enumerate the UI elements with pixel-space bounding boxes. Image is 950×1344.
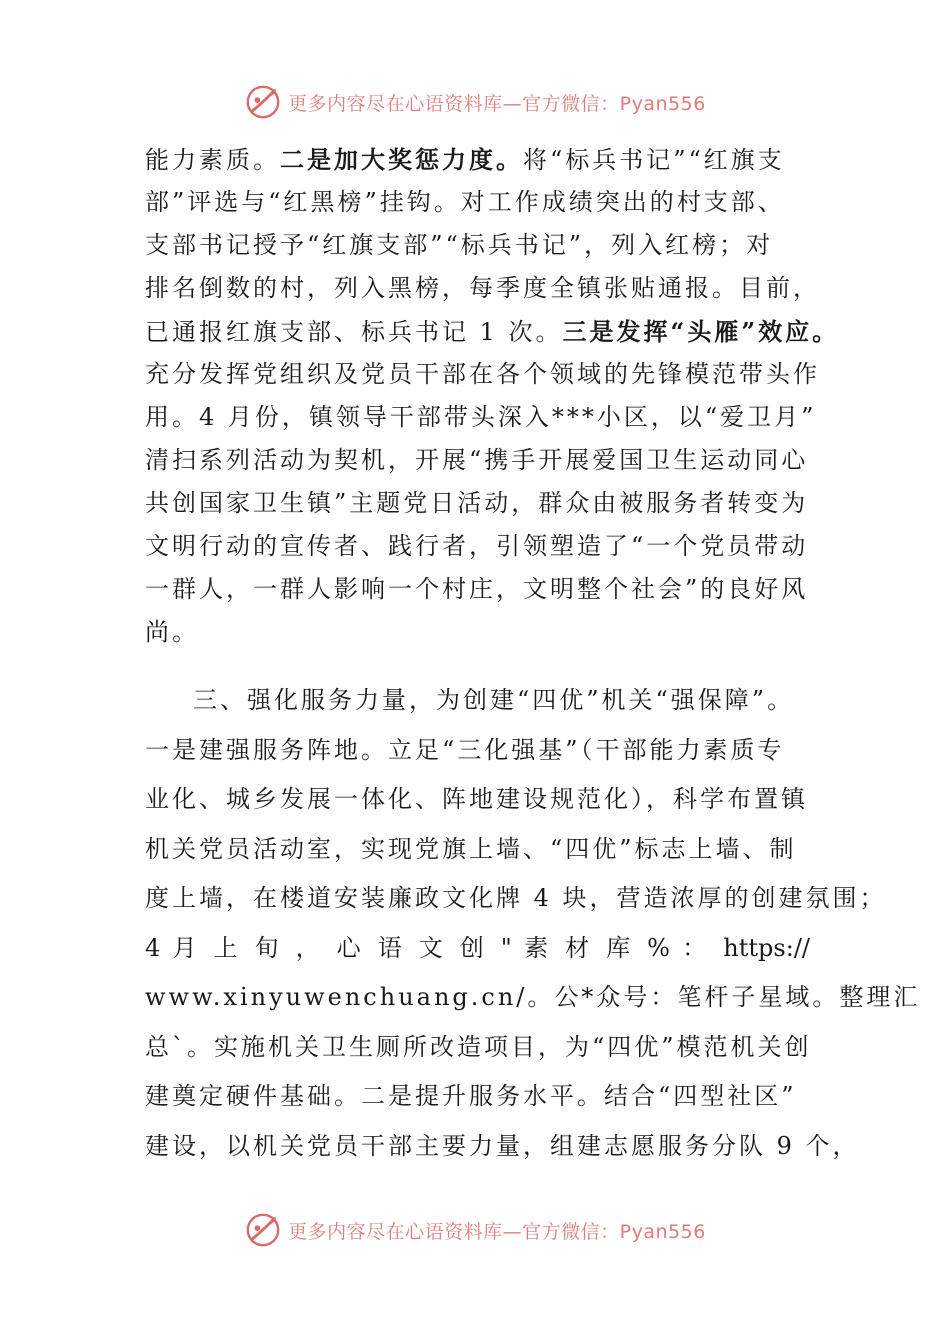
text-line xyxy=(145,310,840,353)
text-line: 机关党员活动室，实现党旗上墙、“四优”标志上墙、制 xyxy=(145,834,797,863)
text-run: 部”评选与“红黑榜”挂钩。对工作成绩突出的村支部、 xyxy=(145,188,785,216)
text-line: 度上墙，在楼道安装廉政文化牌 4 块，营造浓厚的创建氛围； xyxy=(145,884,887,912)
text-run: 尚。 xyxy=(145,618,199,646)
pen-logo-icon xyxy=(244,83,282,121)
text-run: 充分发挥党组织及党员干部在各个领域的先锋模范带头作 xyxy=(145,360,820,388)
text-run: 一群人，一群人影响一个村庄，文明整个社会”的良好风 xyxy=(145,575,809,603)
text-line xyxy=(145,396,817,439)
bold-text-run: 二是加大奖惩力度。 xyxy=(280,145,523,174)
text-run: 支部书记授予“红旗支部”“标兵书记”，列入红榜；对 xyxy=(145,231,774,259)
text-run: 用。4 月份，镇领导干部带头深入***小区，以“爱卫月” xyxy=(145,403,817,431)
watermark-text: 更多内容尽在心语资料库—官方微信：Pyan556 xyxy=(288,1220,706,1243)
text-line: 三、强化服务力量，为创建“四优”机关“强保障”。 xyxy=(193,686,795,714)
text-line xyxy=(145,267,820,310)
text-run: 已通报红旗支部、标兵书记 1 次。 xyxy=(145,318,563,346)
footer-watermark xyxy=(0,1208,950,1252)
watermark-text: 更多内容尽在心语资料库—官方微信：Pyan556 xyxy=(288,92,706,115)
paragraph-2 xyxy=(145,676,921,1171)
text-line: 4 月 上 旬 ， 心 语 文 创 " 素 材 库 % ： https:// xyxy=(145,933,810,962)
text-run: 文明行动的宣传者、践行者，引领塑造了“一个党员带动 xyxy=(145,532,809,560)
text-run: 清扫系列活动为契机，开展“携手开展爱国卫生运动同心 xyxy=(145,446,809,474)
text-line xyxy=(145,525,810,568)
text-line: www.xinyuwenchuang.cn/。公*众号：笔杆子星域。整理汇 xyxy=(145,983,921,1011)
text-run: 能力素质。 xyxy=(145,146,280,174)
text-run: 排名倒数的村，列入黑榜，每季度全镇张贴通报。目前， xyxy=(145,274,820,302)
text-line xyxy=(145,181,810,224)
header-watermark xyxy=(0,80,950,124)
text-line xyxy=(145,353,820,396)
text-line xyxy=(145,568,810,611)
text-line xyxy=(145,224,810,267)
pen-logo-icon xyxy=(244,1211,282,1249)
text-line: 总`。实施机关卫生厕所改造项目，为“四优”模范机关创 xyxy=(145,1032,812,1061)
text-line: 业化、城乡发展一体化、阵地建设规范化），科学布置镇 xyxy=(145,785,808,813)
text-line: 建奠定硬件基础。二是提升服务水平。结合“四型社区” xyxy=(145,1082,797,1110)
paragraph-1 xyxy=(145,138,840,654)
text-line xyxy=(145,611,810,654)
text-line: 建设，以机关党员干部主要力量，组建志愿服务分队 9 个， xyxy=(145,1131,860,1160)
text-run: 共创国家卫生镇”主题党日活动，群众由被服务者转变为 xyxy=(145,489,809,517)
text-line xyxy=(145,482,810,525)
text-line xyxy=(145,138,810,181)
text-run: 将“标兵书记”“红旗支 xyxy=(523,146,785,174)
text-line: 一是建强服务阵地。立足“三化强基”（干部能力素质专 xyxy=(145,735,785,764)
text-line xyxy=(145,439,810,482)
bold-text-run: 三是发挥“头雁”效应。 xyxy=(562,317,840,346)
